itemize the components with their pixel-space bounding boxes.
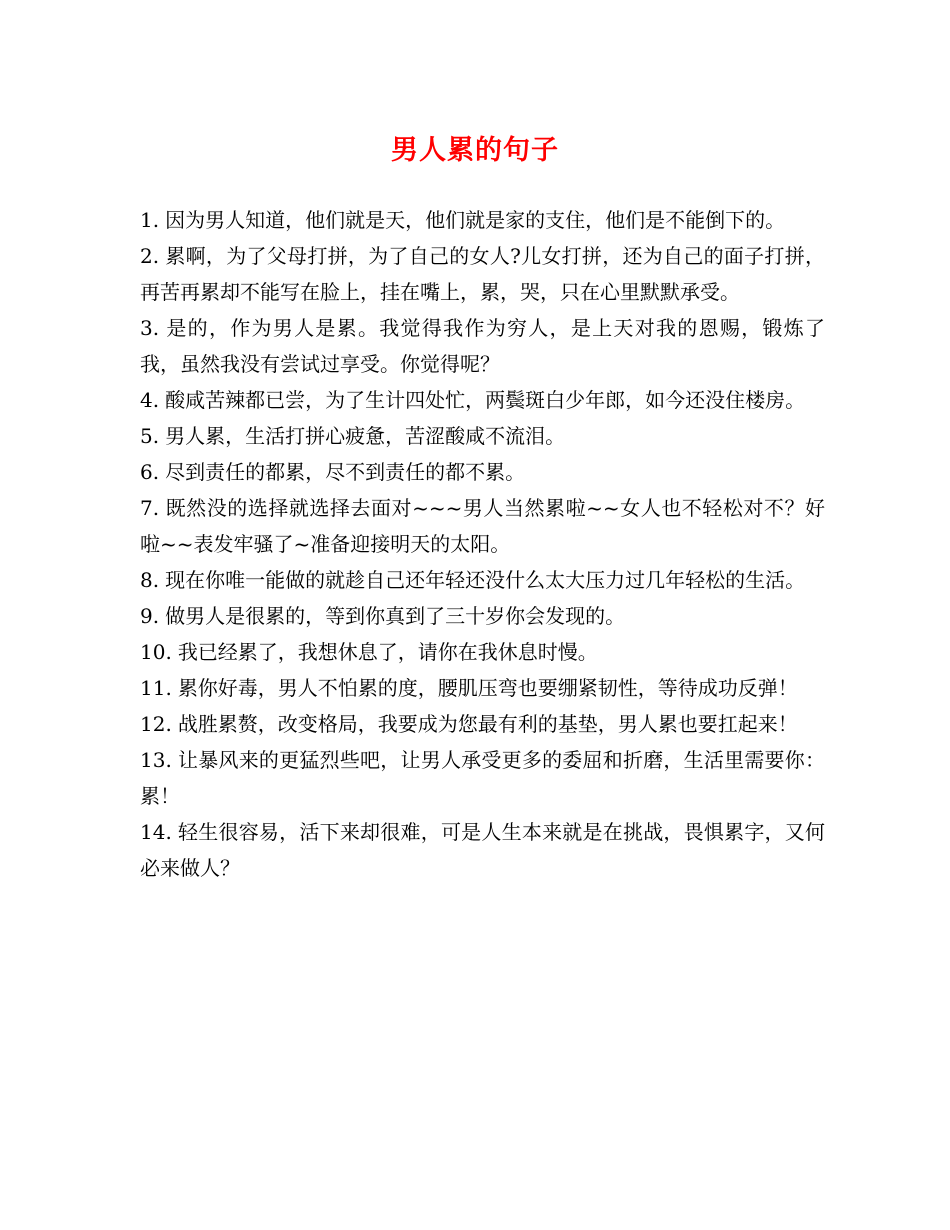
item-text: 累啊，为了父母打拼，为了自己的女人?儿女打拼，还为自己的面子打拼，再苦再累却不能写在脸上，挂在嘴上，累，哭，只在心里默默承受。 — [140, 244, 825, 304]
item-number: 12. — [140, 712, 172, 736]
list-item — [140, 310, 825, 382]
item-text: 尽到责任的都累，尽不到责任的都不累。 — [165, 460, 526, 484]
item-number: 11. — [140, 676, 172, 700]
list-item — [140, 382, 825, 418]
list-item — [140, 202, 825, 238]
list-item — [140, 238, 825, 310]
list-item — [140, 814, 825, 886]
item-text: 是的，作为男人是累。我觉得我作为穷人，是上天对我的恩赐，锻炼了我，虽然我没有尝试过享受。你觉得呢？ — [140, 316, 825, 376]
item-text: 轻生很容易，活下来却很难，可是人生本来就是在挑战，畏惧累字，又何必来做人？ — [140, 820, 825, 880]
item-number: 4. — [140, 388, 160, 412]
item-text: 做男人是很累的，等到你真到了三十岁你会发现的。 — [165, 604, 626, 628]
item-text: 让暴风来的更猛烈些吧，让男人承受更多的委屈和折磨，生活里需要你：累！ — [140, 748, 825, 808]
item-text: 累你好毒，男人不怕累的度，腰肌压弯也要绷紧韧性，等待成功反弹！ — [177, 676, 798, 700]
item-text: 因为男人知道，他们就是天，他们就是家的支住，他们是不能倒下的。 — [165, 208, 786, 232]
list-item — [140, 562, 825, 598]
item-number: 7. — [140, 496, 160, 520]
list-item — [140, 634, 825, 670]
list-item — [140, 454, 825, 490]
item-text: 现在你唯一能做的就趁自己还年轻还没什么太大压力过几年轻松的生活。 — [165, 568, 806, 592]
list-item — [140, 742, 825, 814]
item-number: 6. — [140, 460, 160, 484]
page-title: 男人累的句子 — [391, 135, 559, 166]
item-number: 14. — [140, 820, 172, 844]
item-text: 战胜累赘，改变格局，我要成为您最有利的基垫，男人累也要扛起来！ — [177, 712, 798, 736]
item-number: 9. — [140, 604, 160, 628]
item-number: 1. — [140, 208, 160, 232]
list-item — [140, 598, 825, 634]
list-item — [140, 418, 825, 454]
sentence-list — [140, 202, 825, 886]
item-number: 10. — [140, 640, 172, 664]
item-number: 3. — [140, 316, 160, 340]
list-item — [140, 670, 825, 706]
item-text: 男人累，生活打拼心疲惫，苦涩酸咸不流泪。 — [165, 424, 566, 448]
item-text: 既然没的选择就选择去面对~~~男人当然累啦~~女人也不轻松对不？好啦~~表发牢骚了~准备迎接明天的太阳。 — [140, 496, 825, 556]
item-number: 2. — [140, 244, 160, 268]
item-text: 酸咸苦辣都已尝，为了生计四处忙，两鬓斑白少年郎，如今还没住楼房。 — [165, 388, 806, 412]
list-item — [140, 706, 825, 742]
list-item — [140, 490, 825, 562]
item-number: 5. — [140, 424, 160, 448]
item-number: 8. — [140, 568, 160, 592]
item-number: 13. — [140, 748, 172, 772]
item-text: 我已经累了，我想休息了，请你在我休息时慢。 — [177, 640, 598, 664]
